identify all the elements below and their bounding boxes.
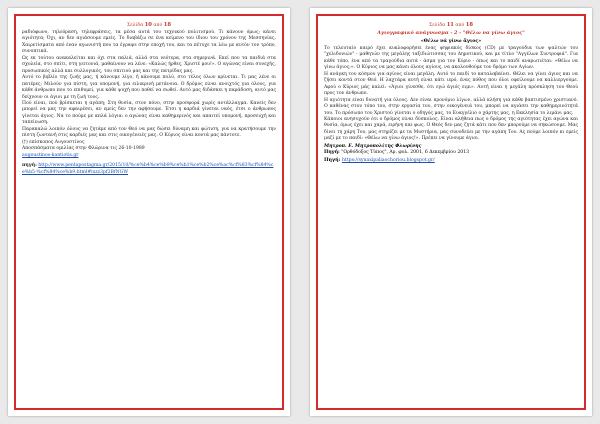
source-label: πηγή: <box>22 163 37 169</box>
source-block <box>22 163 276 176</box>
article-subtitle: «Θέλω νά γίνω ἅγιος» <box>420 39 482 44</box>
paragraph: Η αγιότητα είναι δυνατή για όλους. Δεν είναι προνόμιο λίγων, αλλά κλήση για κάθε βαπτισμένο χριστιανό. Ο καθένας στον τόπο του, στην εργασία του, στην οικογένειά του, μπορεί να αγιάσει την καθημερινότητά του. Το πρόσωπο του Χριστού γίνεται ο οδηγός μας, το Ευαγγέλιο ο χάρτης μας, η Εκκλησία το λιμάνι μας. <box>324 97 578 116</box>
source-url-link[interactable]: https://synaxipaliaochoriou.blogspot.gr/ <box>341 157 435 163</box>
paragraph: Παρακαλώ λοιπόν όλους να ζητάμε από τον Θεό να μας δώσει δύναμη και φώτιση, για να κρατήσουμε την πίστη ζωντανή στις καρδιές μας και στις οικογένειές μας. Ο Κύριος είναι κοντά μας πάντοτε. <box>22 126 276 139</box>
publication-info: Πηγή: "Ορθόδοξος Τύπος", Αρ. φυλ. 2001, 6 Δεκεμβρίου 2013 <box>324 149 470 155</box>
right-page <box>310 8 592 416</box>
author-line: (†) επίσκοπος Αυγουστίνος <box>22 139 85 145</box>
left-page-content <box>22 22 276 404</box>
source-label: Πηγή: <box>324 156 341 163</box>
paragraph: ραδιόφωνο, τηλεόραση, τηλεφράσεις, τα μέσα αυτά του τεχνικού πολιτισμού. Τι κάνουν όμως; κάνει αγιότητα; Όχι, αν δεν αγιάσουμε εμείς. Το διαβάζω σε ένα κείμενο του ίδιου του χρόνου της Μεσσηνίας. Χαιρετίσματα από έναν αγωνιστή που τα έγραψε στην εποχή του, και τα πέτυχε τα λέω με αυτόν τον τρόπο, συνοπτικά. <box>22 30 276 55</box>
source-line <box>324 157 578 163</box>
author-line: Αποσπάσματα ομιλίας στην Φλώρινα τις 26-10-1989 <box>22 146 145 152</box>
right-page-content <box>324 22 578 404</box>
paragraph: Κάποιοι ανησυχούν ότι ο δρόμος είναι δύσκολος. Είναι αλήθεια πως ο δρόμος της αγιότητας έχει αγώνα και θυσία, όμως έχει και χαρά, ειρήνη και φως. Ο Θεός δεν μας ζητά κάτι που δεν μπορούμε να σηκώσουμε. Μας δίνει τη χάρη Του, μας στηρίζει με τα Μυστήρια, μας συνοδεύει με την αγάπη Του. Ας πούμε λοιπόν κι εμείς μαζί με το παιδί: «Θέλω να γίνω άγιος!». Πρέπει να γίνουμε άγιοι. <box>324 116 578 142</box>
signature: Μητροπ. Ε. Μητροπολίτης Φλωρίνης <box>324 143 422 149</box>
paragraph: Πού είναι, πού βρίσκεται η αγάπη; Στη θυσία, στον πόνο, στην προσφορά χωρίς αντάλλαγμα. Κανείς δεν μπορεί να μας την αφαιρέσει, αν εμείς δεν την αφήσουμε. Έτσι η καρδιά γίνεται ναός, έτσι ο άνθρωπος γίνεται άγιος. Να το πούμε με απλά λόγια: ο αγώνας είναι καθημερινός και απαιτεί υπομονή, προσευχή και ταπείνωση. <box>22 100 276 126</box>
page-number: Σελίδα 10 από 18 <box>127 22 171 28</box>
paragraph: Αυτό το βιβλίο της ζωής μας, ή κάνουμε λίγο, ή κάνουμε πολύ, στο τέλος όλων κρίνεται. Τι μας λένε οι πατέρες; Μιλούν για πίστη, για υπομονή, για ειλικρινή μετάνοια. Ο δρόμος είναι ανοιχτός για όλους, για κάθε άνθρωπο που το επιθυμεί, για κάθε ψυχή που ποθεί να σωθεί. Αυτό μας διδάσκει η παράδοση, αυτό μας δείχνουν οι άγιοι με τη ζωή τους. <box>22 75 276 100</box>
page-number: Σελίδα 11 από 18 <box>429 22 473 28</box>
body-text <box>324 46 578 143</box>
body-text <box>22 30 276 159</box>
blog-link[interactable]: augoustinos-kantiotis.gr <box>22 152 79 158</box>
source-url-link[interactable]: http://www.pentapostagma.gr/2015/10/%ce%b4%ce%b9%ce%b1%ce%b2%ce%ac%cf%83%cf%84%ce%b5-%cf%84%ce%b9.html#ixzz3pf2BfNGW <box>22 163 274 175</box>
article-title: Αγιογραφικό ανάγνωσμα - 2 - "Θέλω να γίνω άγιος" <box>377 30 525 36</box>
left-page <box>8 8 290 416</box>
paragraph: Ως εκ τούτου ανακαλείται και όχι στα παλιά, αλλά στα νεότερα, στα σημερινά. Εκεί που τα παιδιά στα σχολεία, στο σπίτι, στη γειτονιά, μαθαίνουν να λένε: «Καλώς ήρθες, Χριστέ μου!». Ο αγώνας είναι συνεχής, προσωπικός αλλά και συλλογικός, του σπιτιού μας και της πατρίδας μας. <box>22 55 276 74</box>
paragraph: Η ανάγκη του κόσμου για αγίους είναι μεγάλη. Αυτό το παιδί το καταλαβαίνει. Θέλει να γίνει άγιος και να ζήσει κοντά στον Θεό. Η λαχτάρα αυτή είναι κάτι ιερό, ένας πόθος που όλοι οφείλουμε να καλλιεργούμε. Αφού ο Κύριος μάς καλεί: «Άγιοι γίνεσθε, ότι εγώ άγιός ειμι». Αυτή είναι η μεγάλη πρόσκληση του Θεού προς τον άνθρωπο. <box>324 71 578 97</box>
paragraph: Το τελευταίο καιρό έχει κυκλοφορήσει ένας ψηφιακός δίσκος (CD) με τραγούδια των ψαλτών του "χελιδονιών" - μαθητών της μεγάλης ταξιδιώτισσας του Δημοτικού, και με τίτλο "Αγγέλων Συντροφιά". Για κάθε τόπο, ένα από τα τραγούδια αυτά - άσμα για τον Κύριο - όπως και το παιδί αναρωτιέται: «Θέλω να γίνω άγιος;». Ο Κύριος να μας κάνει όλους αγίους, να ακολουθούμε τον δρόμο των Αγίων. <box>324 46 578 71</box>
